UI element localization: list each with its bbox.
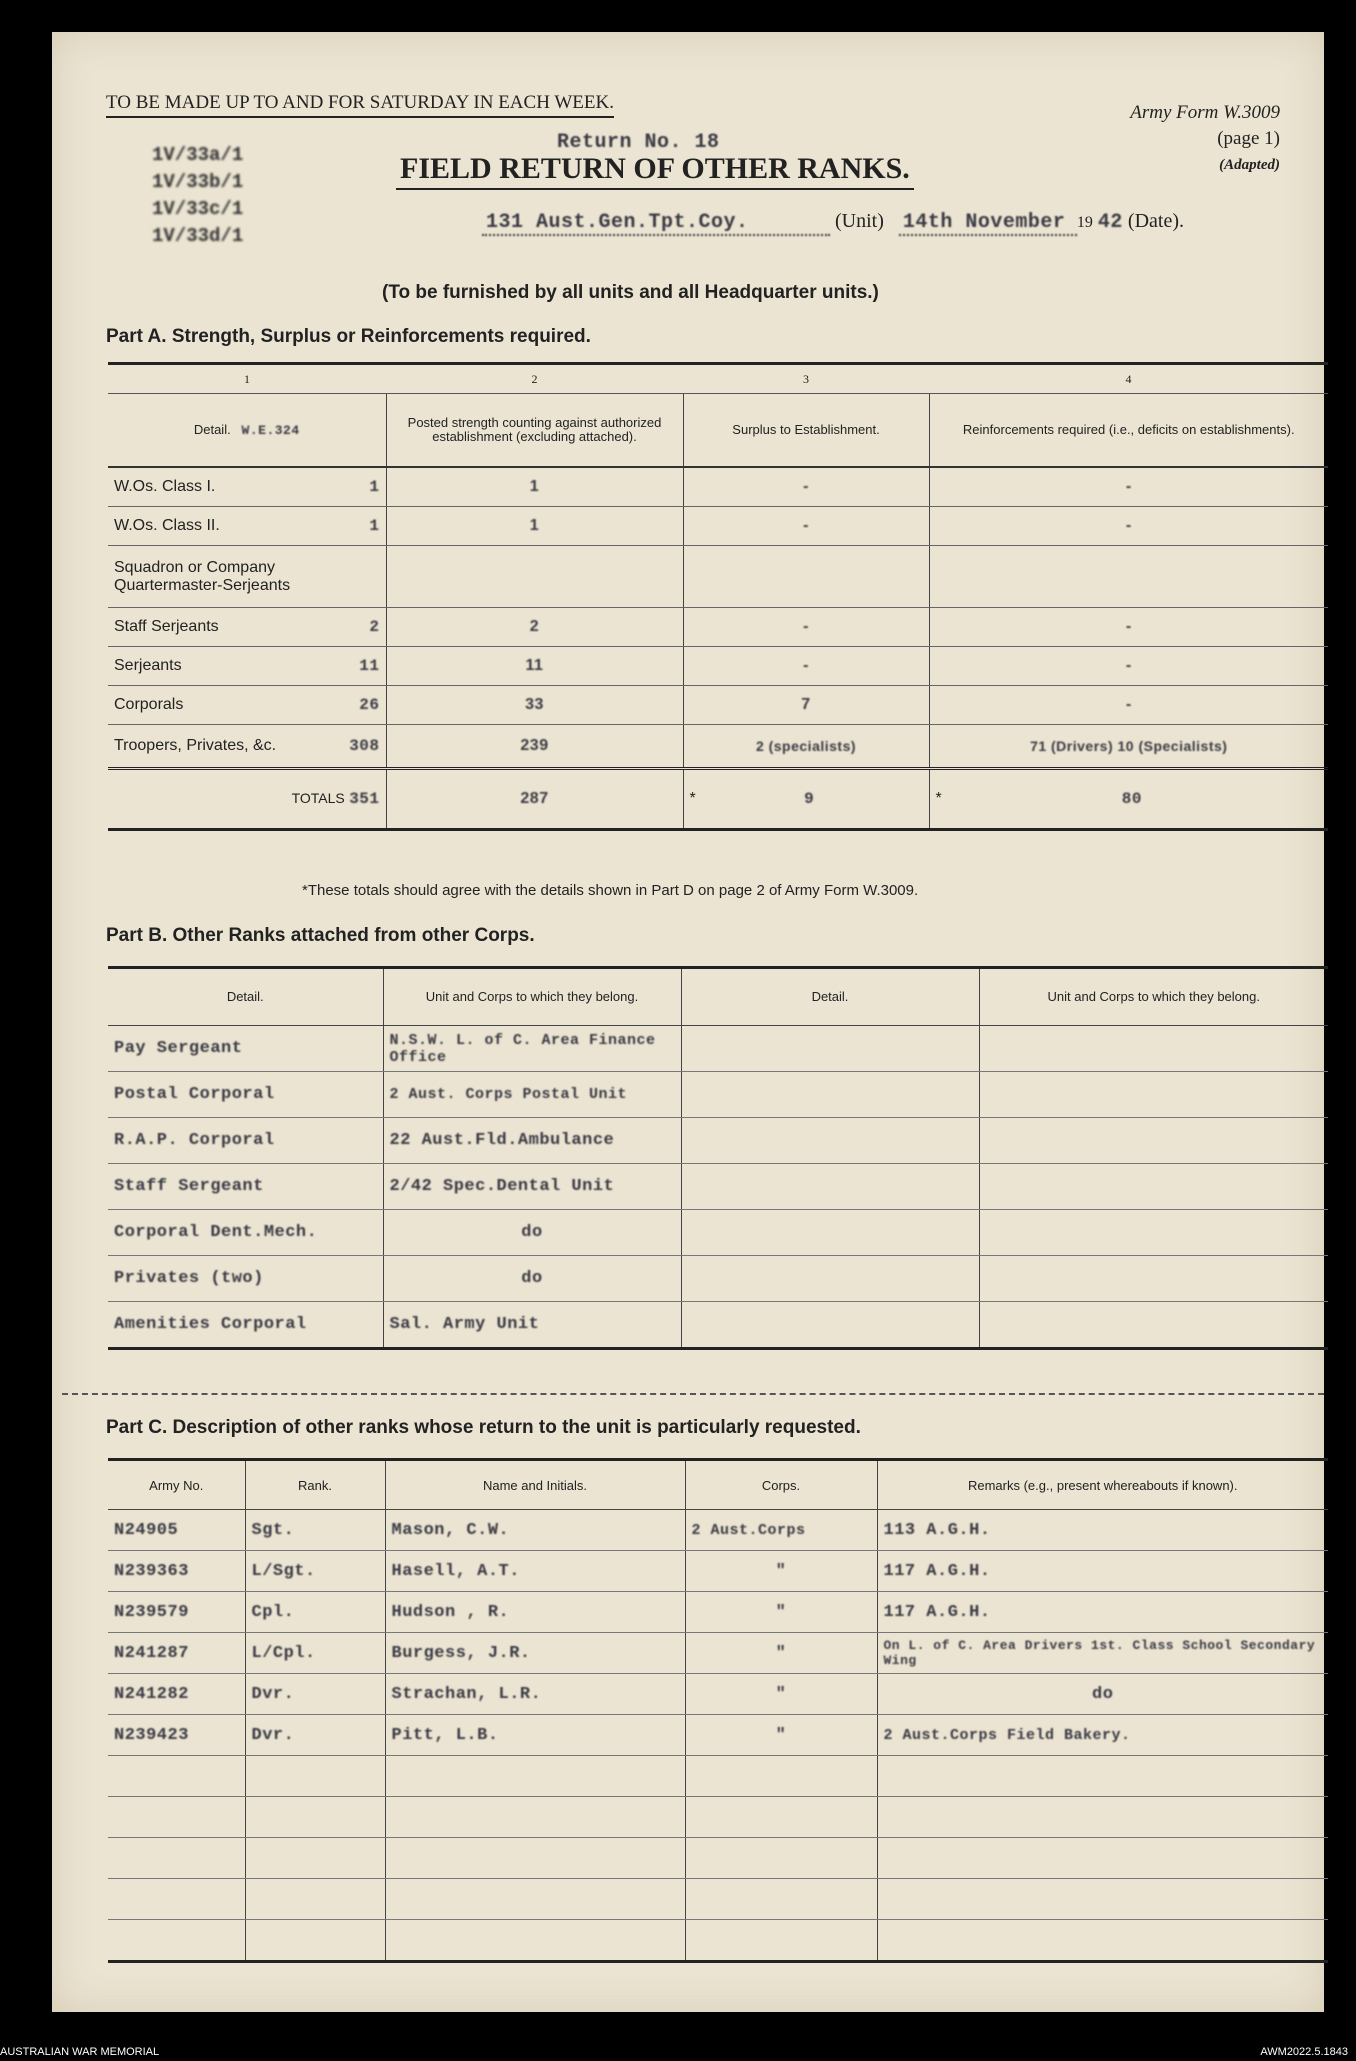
detail-cell bbox=[108, 467, 386, 507]
table-row bbox=[108, 1756, 1328, 1797]
remarks: 117 A.G.H. bbox=[877, 1592, 1328, 1633]
detail-cell bbox=[108, 608, 386, 647]
empty-cell bbox=[108, 1838, 245, 1879]
posted-value: 1 bbox=[386, 467, 683, 507]
table-row bbox=[108, 1210, 1328, 1256]
name-initials: Strachan, L.R. bbox=[385, 1674, 685, 1715]
attached-detail: Pay Sergeant bbox=[108, 1026, 383, 1072]
empty-cell bbox=[681, 1164, 979, 1210]
empty-cell bbox=[108, 1920, 245, 1962]
attached-unit: do bbox=[383, 1210, 681, 1256]
part-a-heading: Part A. Strength, Surplus or Reinforcements required. bbox=[106, 326, 591, 347]
empty-cell bbox=[877, 1838, 1328, 1879]
unit-value: 131 Aust.Gen.Tpt.Coy. bbox=[482, 211, 830, 236]
column-header: Unit and Corps to which they belong. bbox=[383, 968, 681, 1026]
empty-cell bbox=[685, 1879, 877, 1920]
remarks: 117 A.G.H. bbox=[877, 1551, 1328, 1592]
empty-cell bbox=[979, 1072, 1328, 1118]
table-row bbox=[108, 1715, 1328, 1756]
surplus-value: - bbox=[683, 647, 929, 686]
rank: Cpl. bbox=[245, 1592, 385, 1633]
column-header: Remarks (e.g., present whereabouts if known). bbox=[877, 1460, 1328, 1510]
name-initials: Pitt, L.B. bbox=[385, 1715, 685, 1756]
table-row bbox=[108, 1302, 1328, 1349]
reinforcement-value: - bbox=[929, 608, 1328, 647]
detail-header-label: Detail. bbox=[193, 421, 231, 437]
army-number: N239363 bbox=[108, 1551, 245, 1592]
column-header: Detail. bbox=[681, 968, 979, 1026]
empty-cell bbox=[385, 1920, 685, 1962]
posted-value: 11 bbox=[386, 647, 683, 686]
establishment-value: 1 bbox=[369, 517, 380, 535]
totals-cell bbox=[108, 769, 386, 830]
column-number: 1 bbox=[108, 364, 386, 394]
table-row bbox=[108, 1592, 1328, 1633]
table-row bbox=[108, 1633, 1328, 1674]
attached-detail: Corporal Dent.Mech. bbox=[108, 1210, 383, 1256]
archive-reference: AWM2022.5.1843 bbox=[1260, 2046, 1348, 2058]
detail-cell bbox=[108, 546, 386, 608]
surplus-value: - bbox=[683, 608, 929, 647]
reinforcement-value: - bbox=[929, 507, 1328, 546]
date-value: 14th November bbox=[899, 211, 1077, 236]
rank: Dvr. bbox=[245, 1715, 385, 1756]
empty-cell bbox=[385, 1879, 685, 1920]
posted-header: Posted strength counting against authorized establishment (excluding attached). bbox=[386, 394, 683, 468]
attached-unit: do bbox=[383, 1256, 681, 1302]
reinforcements-header: Reinforcements required (i.e., deficits on establishments). bbox=[929, 394, 1328, 468]
empty-cell bbox=[681, 1302, 979, 1349]
part-b-heading: Part B. Other Ranks attached from other Corps. bbox=[106, 925, 535, 946]
rank-label: Squadron or Company Quartermaster-Serjeants bbox=[114, 558, 291, 594]
surplus-value: - bbox=[683, 507, 929, 546]
reinforcement-value: - bbox=[929, 647, 1328, 686]
empty-cell bbox=[108, 1756, 245, 1797]
empty-cell bbox=[385, 1756, 685, 1797]
reinforcement-value: - bbox=[929, 686, 1328, 725]
reinforcement-total: 80 bbox=[1121, 790, 1142, 808]
surplus-value bbox=[683, 546, 929, 608]
name-initials: Hudson , R. bbox=[385, 1592, 685, 1633]
army-number: N241287 bbox=[108, 1633, 245, 1674]
empty-cell bbox=[979, 1118, 1328, 1164]
empty-cell bbox=[245, 1756, 385, 1797]
stamp-line: 1V/33a/1 bbox=[152, 144, 244, 166]
stamp-line: 1V/33b/1 bbox=[152, 171, 244, 193]
page-title: FIELD RETURN OF OTHER RANKS. bbox=[396, 152, 914, 190]
column-number: 2 bbox=[386, 364, 683, 394]
attached-detail: Staff Sergeant bbox=[108, 1164, 383, 1210]
remarks: do bbox=[877, 1674, 1328, 1715]
empty-cell bbox=[681, 1026, 979, 1072]
empty-cell bbox=[685, 1756, 877, 1797]
table-row bbox=[108, 1879, 1328, 1920]
posted-total: 287 bbox=[386, 769, 683, 830]
empty-cell bbox=[979, 1210, 1328, 1256]
rank: L/Sgt. bbox=[245, 1551, 385, 1592]
table-row bbox=[108, 1164, 1328, 1210]
attached-unit: 2/42 Spec.Dental Unit bbox=[383, 1164, 681, 1210]
name-initials: Hasell, A.T. bbox=[385, 1551, 685, 1592]
part-a-table bbox=[108, 362, 1328, 831]
empty-cell bbox=[245, 1879, 385, 1920]
archive-credit: AUSTRALIAN WAR MEMORIAL bbox=[0, 2046, 160, 2058]
empty-cell bbox=[685, 1920, 877, 1962]
part-b-table bbox=[108, 966, 1328, 1350]
table-row bbox=[108, 1797, 1328, 1838]
remarks: 113 A.G.H. bbox=[877, 1510, 1328, 1551]
table-row bbox=[108, 608, 1328, 647]
empty-cell bbox=[681, 1072, 979, 1118]
establishment-value: 1 bbox=[369, 478, 380, 496]
return-number: Return No. 18 bbox=[557, 131, 720, 154]
instruction-heading: TO BE MADE UP TO AND FOR SATURDAY IN EACH WEEK. bbox=[106, 92, 614, 118]
empty-cell bbox=[979, 1026, 1328, 1072]
empty-cell bbox=[681, 1118, 979, 1164]
page-number: (page 1) bbox=[1217, 128, 1280, 149]
file-reference-stamp bbox=[152, 142, 243, 250]
surplus-value: 2 (specialists) bbox=[683, 725, 929, 769]
subtitle: (To be furnished by all units and all Headquarter units.) bbox=[382, 282, 879, 303]
remarks: 2 Aust.Corps Field Bakery. bbox=[877, 1715, 1328, 1756]
part-c-heading: Part C. Description of other ranks whose return to the unit is particularly requested. bbox=[106, 1417, 861, 1438]
column-number: 3 bbox=[683, 364, 929, 394]
column-header: Army No. bbox=[108, 1460, 245, 1510]
name-initials: Burgess, J.R. bbox=[385, 1633, 685, 1674]
corps: " bbox=[685, 1592, 877, 1633]
empty-cell bbox=[979, 1256, 1328, 1302]
table-row bbox=[108, 507, 1328, 546]
surplus-value: - bbox=[683, 467, 929, 507]
stamp-line: 1V/33c/1 bbox=[152, 198, 244, 220]
table-row bbox=[108, 1920, 1328, 1962]
part-c-table bbox=[108, 1458, 1328, 1963]
reinforcement-value: 71 (Drivers) 10 (Specialists) bbox=[929, 725, 1328, 769]
empty-cell bbox=[245, 1797, 385, 1838]
empty-cell bbox=[979, 1302, 1328, 1349]
unit-date-line bbox=[482, 210, 1184, 236]
form-reference bbox=[1130, 100, 1280, 178]
corps: " bbox=[685, 1633, 877, 1674]
attached-unit: N.S.W. L. of C. Area Finance Office bbox=[383, 1026, 681, 1072]
surplus-total-cell bbox=[683, 769, 929, 830]
remarks: On L. of C. Area Drivers 1st. Class School Secondary Wing bbox=[877, 1633, 1328, 1674]
table-row bbox=[108, 1551, 1328, 1592]
table-row bbox=[108, 1118, 1328, 1164]
empty-cell bbox=[979, 1164, 1328, 1210]
rank: Dvr. bbox=[245, 1674, 385, 1715]
surplus-value: 7 bbox=[683, 686, 929, 725]
totals-row bbox=[108, 769, 1328, 830]
reinforcement-total-cell bbox=[929, 769, 1328, 830]
empty-cell bbox=[681, 1256, 979, 1302]
reinforcement-value: - bbox=[929, 467, 1328, 507]
detail-cell bbox=[108, 647, 386, 686]
establishment-value: 26 bbox=[359, 696, 380, 714]
reinforcement-value bbox=[929, 546, 1328, 608]
rank-label: W.Os. Class I. bbox=[114, 478, 216, 495]
column-number-row bbox=[108, 364, 1328, 394]
army-number: N239423 bbox=[108, 1715, 245, 1756]
war-establishment-ref: W.E.324 bbox=[241, 422, 300, 438]
name-initials: Mason, C.W. bbox=[385, 1510, 685, 1551]
column-header: Corps. bbox=[685, 1460, 877, 1510]
header-row bbox=[108, 968, 1328, 1026]
detail-cell bbox=[108, 725, 386, 769]
corps: " bbox=[685, 1715, 877, 1756]
empty-cell bbox=[385, 1797, 685, 1838]
establishment-value: 308 bbox=[349, 737, 380, 755]
surplus-header: Surplus to Establishment. bbox=[683, 394, 929, 468]
army-number: N239579 bbox=[108, 1592, 245, 1633]
table-row bbox=[108, 686, 1328, 725]
date-label: (Date). bbox=[1127, 210, 1184, 232]
attached-detail: Postal Corporal bbox=[108, 1072, 383, 1118]
attached-detail: Amenities Corporal bbox=[108, 1302, 383, 1349]
establishment-value: 11 bbox=[359, 657, 380, 675]
army-number: N241282 bbox=[108, 1674, 245, 1715]
army-number: N24905 bbox=[108, 1510, 245, 1551]
table-row bbox=[108, 1838, 1328, 1879]
surplus-total: 9 bbox=[804, 790, 815, 808]
rank-label: W.Os. Class II. bbox=[114, 517, 220, 534]
empty-cell bbox=[681, 1210, 979, 1256]
column-header: Unit and Corps to which they belong. bbox=[979, 968, 1328, 1026]
column-header: Detail. bbox=[108, 968, 383, 1026]
detail-cell bbox=[108, 686, 386, 725]
empty-cell bbox=[685, 1838, 877, 1879]
table-row bbox=[108, 1674, 1328, 1715]
totals-label: TOTALS bbox=[291, 790, 345, 806]
empty-cell bbox=[877, 1797, 1328, 1838]
corps: " bbox=[685, 1674, 877, 1715]
rank-label: Serjeants bbox=[114, 657, 182, 674]
attached-detail: Privates (two) bbox=[108, 1256, 383, 1302]
form-sheet bbox=[52, 32, 1324, 2012]
table-row bbox=[108, 546, 1328, 608]
empty-cell bbox=[108, 1879, 245, 1920]
attached-unit: 2 Aust. Corps Postal Unit bbox=[383, 1072, 681, 1118]
posted-value: 33 bbox=[386, 686, 683, 725]
corps: 2 Aust.Corps bbox=[685, 1510, 877, 1551]
table-row bbox=[108, 647, 1328, 686]
table-row bbox=[108, 725, 1328, 769]
stamp-line: 1V/33d/1 bbox=[152, 225, 244, 247]
rank-label: Corporals bbox=[114, 696, 184, 713]
table-row bbox=[108, 1072, 1328, 1118]
posted-value: 1 bbox=[386, 507, 683, 546]
empty-cell bbox=[877, 1756, 1328, 1797]
attached-unit: Sal. Army Unit bbox=[383, 1302, 681, 1349]
empty-cell bbox=[685, 1797, 877, 1838]
rank-label: Troopers, Privates, &c. bbox=[114, 737, 277, 754]
establishment-value: 2 bbox=[369, 618, 380, 636]
posted-value bbox=[386, 546, 683, 608]
detail-cell bbox=[108, 507, 386, 546]
posted-value: 2 bbox=[386, 608, 683, 647]
fold-divider bbox=[62, 1393, 1324, 1395]
header-row bbox=[108, 394, 1328, 468]
year-value: 42 bbox=[1097, 211, 1123, 234]
empty-cell bbox=[877, 1879, 1328, 1920]
rank-label: Staff Serjeants bbox=[114, 618, 219, 635]
adapted-label: (Adapted) bbox=[1219, 157, 1280, 173]
attached-detail: R.A.P. Corporal bbox=[108, 1118, 383, 1164]
posted-value: 239 bbox=[386, 725, 683, 769]
column-number: 4 bbox=[929, 364, 1328, 394]
asterisk: * bbox=[689, 790, 696, 807]
rank: L/Cpl. bbox=[245, 1633, 385, 1674]
attached-unit: 22 Aust.Fld.Ambulance bbox=[383, 1118, 681, 1164]
corps: " bbox=[685, 1551, 877, 1592]
table-row bbox=[108, 467, 1328, 507]
totals-footnote: *These totals should agree with the details shown in Part D on page 2 of Army Form W.3009. bbox=[302, 882, 919, 899]
table-row bbox=[108, 1510, 1328, 1551]
table-row bbox=[108, 1026, 1328, 1072]
rank: Sgt. bbox=[245, 1510, 385, 1551]
empty-cell bbox=[385, 1838, 685, 1879]
empty-cell bbox=[108, 1797, 245, 1838]
header-row bbox=[108, 1460, 1328, 1510]
empty-cell bbox=[877, 1920, 1328, 1962]
column-header: Rank. bbox=[245, 1460, 385, 1510]
unit-label: (Unit) bbox=[835, 210, 884, 232]
empty-cell bbox=[245, 1838, 385, 1879]
column-header: Name and Initials. bbox=[385, 1460, 685, 1510]
year-prefix: 19 bbox=[1076, 214, 1093, 231]
table-row bbox=[108, 1256, 1328, 1302]
establishment-total: 351 bbox=[349, 790, 380, 808]
detail-header bbox=[108, 394, 386, 468]
empty-cell bbox=[245, 1920, 385, 1962]
asterisk: * bbox=[935, 790, 942, 807]
form-name: Army Form W.3009 bbox=[1130, 102, 1280, 123]
